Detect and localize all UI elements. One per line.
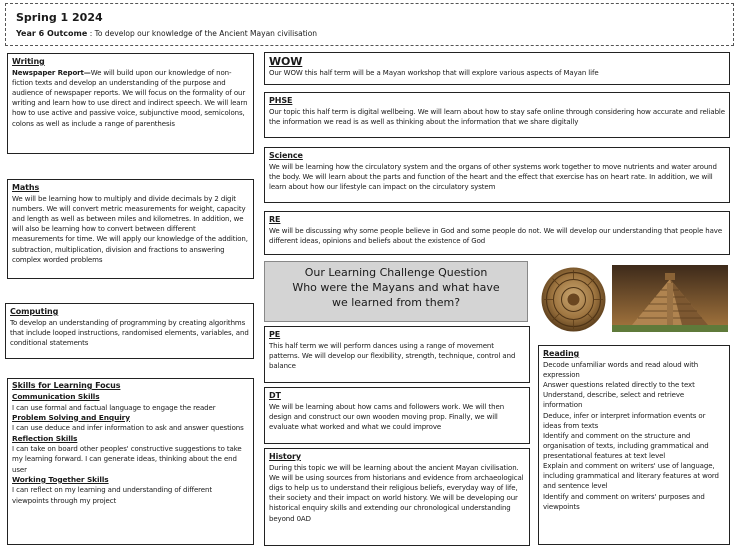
reading-box: [538, 345, 730, 545]
history-heading: History: [269, 452, 301, 461]
history-box: [264, 448, 530, 546]
skills-group-text: I can reflect on my learning and understanding of different viewpoints through my project: [12, 486, 212, 505]
phse-heading: PHSE: [269, 96, 293, 105]
re-box: [264, 211, 730, 255]
skills-group-title: Reflection Skills: [12, 433, 78, 443]
skills-group-text: I can use formal and factual language to engage the reader: [12, 403, 216, 412]
skills-group-text: I can use deduce and infer information to ask and answer questions: [12, 424, 244, 433]
science-box: [264, 147, 730, 203]
reading-item: Answer questions related directly to the text: [543, 381, 695, 390]
challenge-title: Our Learning Challenge Question: [304, 266, 488, 279]
phse-box: [264, 92, 730, 138]
outcome-label: Year 6 Outcome: [16, 29, 88, 38]
writing-lead: Newspaper Report—: [12, 68, 91, 77]
history-text: During this topic we will be learning about the ancient Mayan civilisation. We will be using sources from historians and evidence from archaeological digs to help us to understand their religious beliefs, everyday way of life, their society and their impact on world history. We will be developing our historical enquiry skills and extending our chronological understanding beyond 0AD: [269, 463, 524, 523]
year-outcome: [16, 29, 317, 38]
reading-item: Explain and comment on writers' use of language, including grammatical and literary features at word and sentence level: [543, 462, 719, 491]
re-heading: RE: [269, 215, 281, 224]
writing-text: We will build upon our knowledge of non-fiction texts and develop an understanding of the purpose and audience of newspaper reports. We will focus on the formality of our writing and learn how to use direct and indirect speech. We will learn how to use active and passive voice, subjunctive mood, semicolons, colons as well as include a range of parenthesis: [12, 68, 248, 128]
computing-box: [5, 303, 254, 359]
maths-box: [7, 179, 254, 279]
learning-challenge-question: [264, 261, 528, 322]
computing-text: To develop an understanding of programming by creating algorithms that include looped instructions, randomised elements, variables, and conditional statements: [10, 318, 249, 348]
reading-item: Understand, describe, select and retrieve information: [543, 391, 685, 410]
pe-heading: PE: [269, 330, 281, 339]
outcome-text: : To develop our knowledge of the Ancient Mayan civilisation: [89, 29, 318, 38]
page-title: Spring 1 2024: [16, 11, 103, 24]
skills-group-title: Communication Skills: [12, 391, 100, 401]
pe-text: This half term we will perform dances using a range of movement patterns. We will develop our flexibility, strength, technique, control and balance: [269, 341, 516, 371]
reading-item: Identify and comment on writers' purposes and viewpoints: [543, 492, 705, 511]
science-text: We will be learning how the circulatory system and the organs of other systems work together to move nutrients and water around the body. We will learn about the parts and function of the heart and the effect that exercise has on heart rate. In addition, we will learn about how our lifestyle can impact on the circulatory system: [269, 162, 717, 192]
skills-group-title: Problem Solving and Enquiry: [12, 412, 130, 422]
re-text: We will be discussing why some people believe in God and some people do not. We will develop our understanding that people have different ideas, opinions and beliefs about the existence of God: [269, 226, 723, 245]
skills-group-title: Working Together Skills: [12, 474, 109, 484]
pe-box: [264, 326, 530, 383]
skills-heading: Skills for Learning Focus: [12, 381, 121, 390]
dt-heading: DT: [269, 391, 281, 400]
skills-group: [12, 413, 249, 434]
reading-item: Decode unfamiliar words and read aloud with expression: [543, 360, 699, 379]
challenge-question: Who were the Mayans and what have we learned from them?: [292, 280, 500, 309]
skills-group-text: I can take on board other peoples' constructive suggestions to take my learning forward. I can generate ideas, thinking about the end user: [12, 445, 242, 474]
skills-box: [7, 378, 254, 545]
skills-group: [12, 434, 249, 475]
phse-text: Our topic this half term is digital wellbeing. We will learn about how to stay safe online through considering how accurate and reliable the information we read is as well as thinking about the information that we share digitally: [269, 107, 725, 126]
wow-text: Our WOW this half term will be a Mayan workshop that will explore various aspects of Mayan life: [269, 69, 599, 78]
reading-heading: Reading: [543, 349, 580, 358]
maths-heading: Maths: [12, 183, 40, 192]
reading-item: Deduce, infer or interpret information events or ideas from texts: [543, 411, 706, 430]
reading-item: Identify and comment on the structure and organisation of texts, including grammatical and presentational features at text level: [543, 431, 709, 461]
science-heading: Science: [269, 151, 303, 160]
dt-box: [264, 387, 530, 444]
skills-group: [12, 475, 249, 506]
writing-heading: Writing: [12, 57, 45, 66]
mayan-pyramid-icon: [612, 265, 728, 332]
wow-heading: WOW: [269, 55, 303, 68]
maths-text: We will be learning how to multiply and divide decimals by 2 digit numbers. We will convert metric measurements for weight, capacity and length as well as between miles and kilometres. In addition, we will also be learning how to convert between different measurements for time. We will apply our knowledge of the addition, subtraction, multiplication, division and fractions to answering complex worded problems: [12, 194, 248, 264]
mayan-calendar-icon: [540, 264, 607, 335]
writing-box: [7, 53, 254, 154]
header-box: [5, 3, 734, 46]
skills-group: [12, 392, 249, 413]
dt-text: We will be learning about how cams and followers work. We will then design and construct our own wooden moving prop. Finally, we will evaluate what worked and what we could improve: [269, 402, 505, 432]
computing-heading: Computing: [10, 307, 59, 316]
wow-box: [264, 52, 730, 85]
